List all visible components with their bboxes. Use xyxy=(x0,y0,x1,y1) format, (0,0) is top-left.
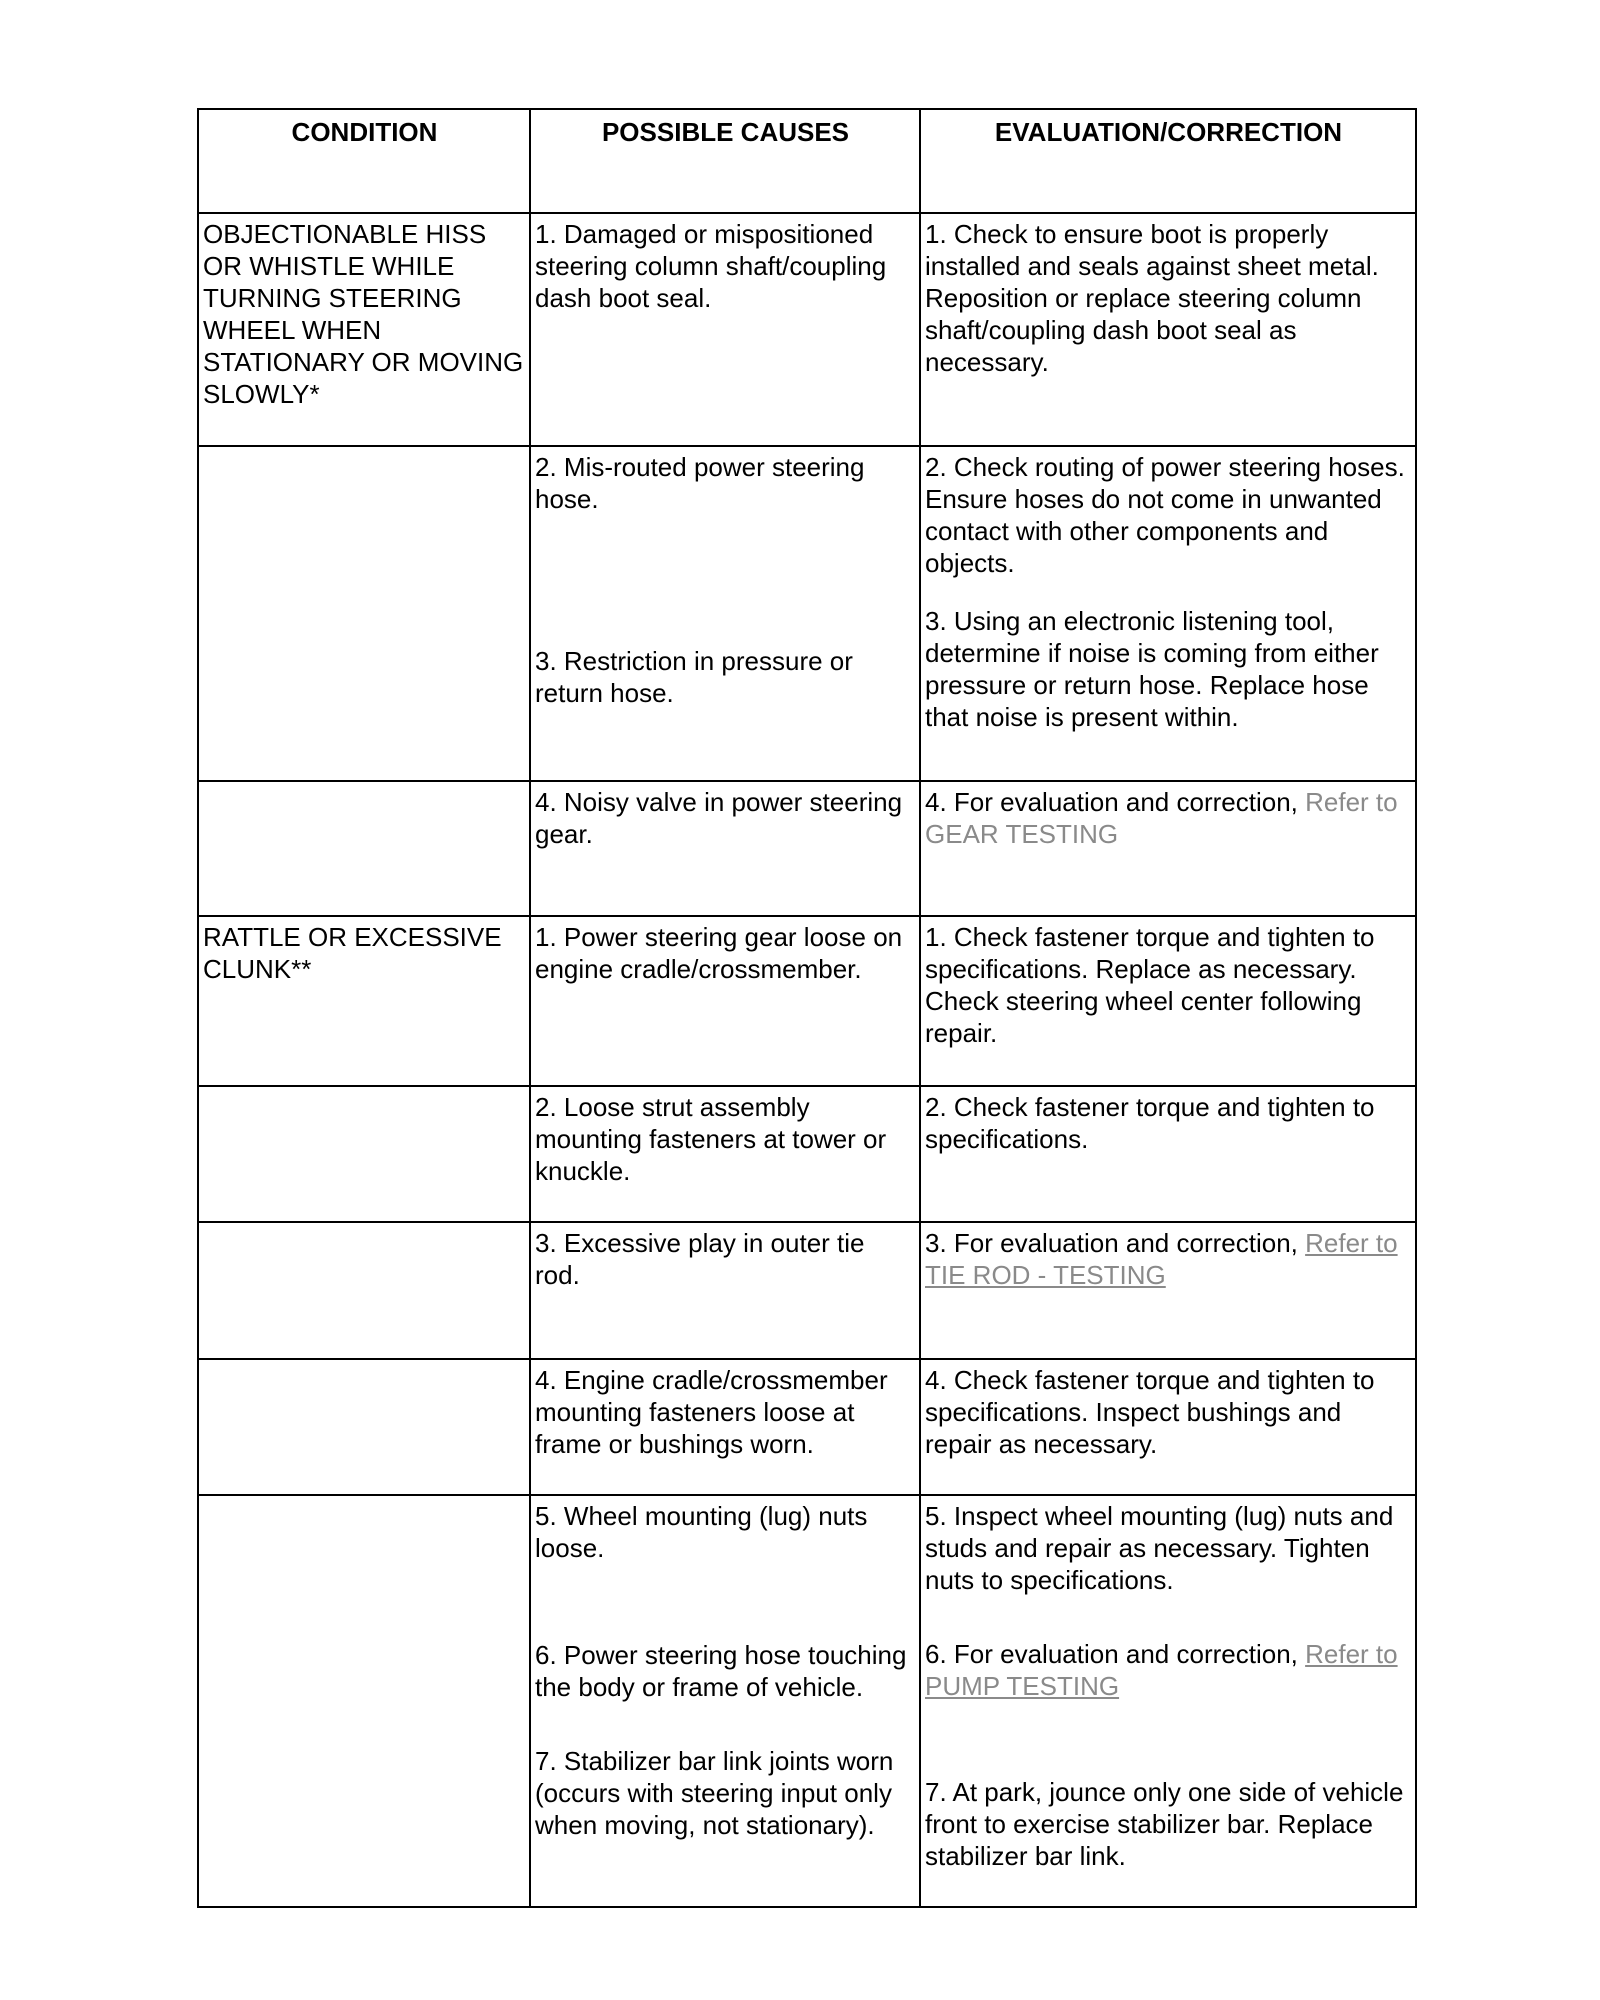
table-row xyxy=(198,213,1416,446)
cause-text: 6. Power steering hose touching the body or frame of vehicle. xyxy=(535,1640,907,1702)
condition-cell: OBJECTIONABLE HISS OR WHISTLE WHILE TURNING STEERING WHEEL WHEN STATIONARY OR MOVING SLOWLY* xyxy=(198,213,530,446)
cause-cell: 4. Noisy valve in power steering gear. xyxy=(530,781,920,916)
correction-cell xyxy=(920,781,1416,916)
table-row xyxy=(198,1495,1416,1907)
cause-cell: 3. Excessive play in outer tie rod. xyxy=(530,1222,920,1359)
refer-gear-testing-link[interactable]: Refer to GEAR TESTING xyxy=(925,787,1398,849)
cause-text: 7. Stabilizer bar link joints worn (occurs with steering input only when moving, not stationary). xyxy=(535,1746,894,1840)
table-row xyxy=(198,446,1416,781)
table-row xyxy=(198,781,1416,916)
correction-cell: 1. Check to ensure boot is properly installed and seals against sheet metal. Reposition or replace steering column shaft/coupling dash boot seal as necessary. xyxy=(920,213,1416,446)
table-row xyxy=(198,1086,1416,1222)
correction-block xyxy=(925,1638,1412,1702)
correction-text: 6. For evaluation and correction, xyxy=(925,1639,1298,1669)
cause-cell: 2. Loose strut assembly mounting fasteners at tower or knuckle. xyxy=(530,1086,920,1222)
condition-cell xyxy=(198,1086,530,1222)
condition-cell xyxy=(198,1495,530,1907)
table-row xyxy=(198,1359,1416,1495)
correction-text: 4. For evaluation and correction, xyxy=(925,787,1298,817)
cause-cell: 1. Damaged or mispositioned steering column shaft/coupling dash boot seal. xyxy=(530,213,920,446)
correction-cell: 4. Check fastener torque and tighten to specifications. Inspect bushings and repair as necessary. xyxy=(920,1359,1416,1495)
header-possible-causes: POSSIBLE CAUSES xyxy=(530,109,920,213)
header-evaluation-correction: EVALUATION/CORRECTION xyxy=(920,109,1416,213)
correction-cell: 1. Check fastener torque and tighten to specifications. Replace as necessary. Check steering wheel center following repair. xyxy=(920,916,1416,1086)
header-row xyxy=(198,109,1416,213)
correction-text: 2. Check routing of power steering hoses. Ensure hoses do not come in unwanted contact with other components and objects. xyxy=(925,452,1405,578)
refer-pump-testing-link[interactable]: Refer to PUMP TESTING xyxy=(925,1639,1398,1701)
table-row xyxy=(198,916,1416,1086)
cause-cell: 1. Power steering gear loose on engine cradle/crossmember. xyxy=(530,916,920,1086)
table-row xyxy=(198,1222,1416,1359)
cause-cell: 4. Engine cradle/crossmember mounting fasteners loose at frame or bushings worn. xyxy=(530,1359,920,1495)
condition-cell xyxy=(198,781,530,916)
cause-cell xyxy=(530,1495,920,1907)
correction-text: 3. For evaluation and correction, xyxy=(925,1228,1298,1258)
correction-cell xyxy=(920,1222,1416,1359)
correction-text: 5. Inspect wheel mounting (lug) nuts and studs and repair as necessary. Tighten nuts to specifications. xyxy=(925,1501,1394,1595)
cause-text: 3. Restriction in pressure or return hose. xyxy=(535,646,853,708)
cause-cell xyxy=(530,446,920,781)
header-condition: CONDITION xyxy=(198,109,530,213)
correction-cell xyxy=(920,1495,1416,1907)
cause-text: 2. Mis-routed power steering hose. xyxy=(535,452,865,514)
correction-text: 7. At park, jounce only one side of vehicle front to exercise stabilizer bar. Replace stabilizer bar link. xyxy=(925,1777,1404,1871)
correction-cell xyxy=(920,446,1416,781)
condition-cell: RATTLE OR EXCESSIVE CLUNK** xyxy=(198,916,530,1086)
condition-cell xyxy=(198,1359,530,1495)
refer-tie-rod-testing-link[interactable]: Refer to TIE ROD - TESTING xyxy=(925,1228,1398,1290)
correction-text: 3. Using an electronic listening tool, determine if noise is coming from either pressure or return hose. Replace hose that noise is present within. xyxy=(925,606,1379,732)
diagnosis-table xyxy=(197,108,1417,1908)
condition-cell xyxy=(198,446,530,781)
cause-text: 5. Wheel mounting (lug) nuts loose. xyxy=(535,1501,868,1563)
correction-cell: 2. Check fastener torque and tighten to specifications. xyxy=(920,1086,1416,1222)
condition-cell xyxy=(198,1222,530,1359)
